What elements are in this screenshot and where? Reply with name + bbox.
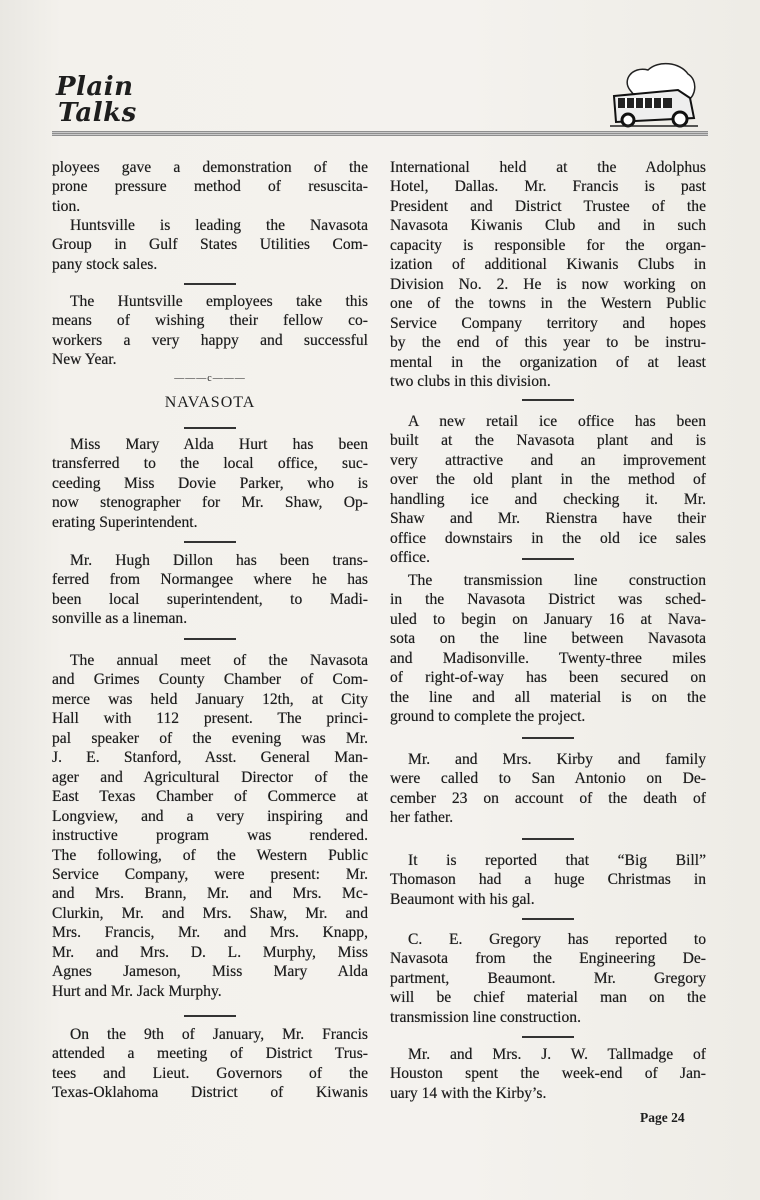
logo-line-2: Talks [58,98,137,128]
text-line: built at the Navasota plant and is [390,432,706,450]
section-divider [184,1015,236,1017]
text-line: mental in the organization of at least [390,353,706,371]
text-line: Clurkin, Mr. and Mrs. Shaw, Mr. and [52,904,368,922]
text-line: and Grimes County Chamber of Com- [52,671,368,689]
text-line: tion. [52,197,81,215]
text-line: and Mrs. Brann, Mr. and Mrs. Mc- [52,885,368,903]
text-line: two clubs in this division. [390,372,551,390]
text-line: International held at the Adolphus [390,159,706,176]
section-divider [522,838,574,840]
text-line: office downstairs in the old ice sales [390,529,706,547]
text-line: over the old plant in the method of [390,471,706,489]
text-line: The transmission line construction [408,572,706,589]
text-line: Shaw and Mr. Rienstra have their [390,510,706,528]
text-line: in the Navasota District was sched- [390,591,706,609]
text-line: instructive program was rendered. [52,827,368,845]
text-line: Service Company, were present: Mr. [52,865,368,883]
text-line: Mr. and Mrs. J. W. Tallmadge of [408,1046,706,1063]
text-line: ization of additional Kiwanis Clubs in [390,256,706,274]
text-line: Navasota from the Engineering De- [390,950,706,968]
text-line: tees and Lieut. Governors of the [52,1064,368,1082]
text-line: office. [390,549,430,567]
text-line: workers a very happy and successful [52,331,368,349]
text-line: by the end of this year to be instru- [390,334,706,352]
text-line: ager and Agricultural Director of the [52,768,368,786]
text-line: prone pressure method of resuscita- [52,178,368,196]
text-line: ceeding Miss Dovie Parker, who is [52,474,368,492]
text-line: very attractive and an improvement [390,451,706,469]
text-line: will be chief material man on the [390,989,706,1007]
section-mark: ———c——— [174,373,246,384]
logo-line-1: Plain [56,72,134,102]
text-line: merce was held January 12th, at City [52,690,368,708]
section-divider [184,638,236,640]
text-line: Mr. and Mrs. Kirby and family [408,751,706,768]
section-divider [184,541,236,543]
section-divider [184,427,236,429]
text-line: been local superintendent, to Madi- [52,590,368,608]
text-line: ployees gave a demonstration of the [52,159,368,176]
text-line: ground to complete the project. [390,708,586,726]
text-line: handling ice and checking it. Mr. [390,490,706,508]
text-line: erating Superintendent. [52,513,198,531]
text-line: On the 9th of January, Mr. Francis [70,1026,368,1043]
text-line: Beaumont with his gal. [390,890,535,908]
section-divider [522,558,574,560]
text-line: Texas-Oklahoma District of Kiwanis [52,1084,368,1102]
text-line: Mr. Hugh Dillon has been trans- [70,552,368,569]
text-line: sota on the line between Navasota [390,630,706,648]
text-line: Hurt and Mr. Jack Murphy. [52,982,222,1000]
text-line: The following, of the Western Public [52,846,368,864]
text-line: sonville as a lineman. [52,610,188,628]
section-heading: NAVASOTA [164,394,256,411]
text-line: The Huntsville employees take this [70,293,368,310]
section-divider [522,918,574,920]
text-line: Agnes Jameson, Miss Mary Alda [52,963,368,981]
section-divider [184,283,236,285]
section-divider [522,1036,574,1038]
text-line: pany stock sales. [52,255,158,273]
text-line: means of wishing their fellow co- [52,312,368,330]
text-line: East Texas Chamber of Commerce at [52,788,368,806]
section-divider [522,737,574,739]
text-line: Group in Gulf States Utilities Com- [52,236,368,254]
text-line: partment, Beaumont. Mr. Gregory [390,969,706,987]
text-line: the line and all material is on the [390,688,706,706]
text-line: Huntsville is leading the Navasota [70,217,368,234]
text-line: Miss Mary Alda Hurt has been [70,436,368,453]
section-divider [522,399,574,401]
text-line: J. E. Stanford, Asst. General Man- [52,749,368,767]
text-line: Thomason had a huge Christmas in [390,871,706,889]
text-line: Mrs. Francis, Mr. and Mrs. Knapp, [52,924,368,942]
text-line: attended a meeting of District Trus- [52,1045,368,1063]
text-line: now stenographer for Mr. Shaw, Op- [52,494,368,512]
text-line: pal speaker of the evening was Mr. [52,729,368,747]
text-line: Navasota Kiwanis Club and in such [390,217,706,235]
text-line: New Year. [52,351,117,369]
text-line: Hotel, Dallas. Mr. Francis is past [390,178,706,196]
page-number: Page 24 [640,1110,685,1125]
text-line: It is reported that “Big Bill” [408,852,706,869]
text-line: uled to begin on January 16 at Nava- [390,610,706,628]
text-line: Longview, and a very inspiring and [52,807,368,825]
text-line: and Madisonville. Twenty-three miles [390,649,706,667]
text-line: The annual meet of the Navasota [70,652,368,669]
text-line: Division No. 2. He is now working on [390,275,706,293]
text-line: of right-of-way has been secured on [390,669,706,687]
text-line: transferred to the local office, suc- [52,455,368,473]
text-line: C. E. Gregory has reported to [408,931,706,948]
text-line: capacity is responsible for the organ- [390,236,706,254]
text-line: transmission line construction. [390,1008,582,1026]
text-line: were called to San Antonio on De- [390,770,706,788]
text-line: Service Company territory and hopes [390,314,706,332]
text-line: one of the towns in the Western Public [390,295,706,313]
text-line: uary 14 with the Kirby’s. [390,1084,547,1102]
bus-icon [608,60,700,128]
header-divider [52,131,708,136]
text-line: President and District Trustee of the [390,197,706,215]
text-line: Houston spent the week-end of Jan- [390,1065,706,1083]
text-line: Hall with 112 present. The princi- [52,710,368,728]
text-line: Mr. and Mrs. D. L. Murphy, Miss [52,943,368,961]
text-line: ferred from Normangee where he has [52,571,368,589]
text-line: cember 23 on account of the death of [390,789,706,807]
text-line: her father. [390,809,454,827]
text-line: A new retail ice office has been [408,413,706,430]
